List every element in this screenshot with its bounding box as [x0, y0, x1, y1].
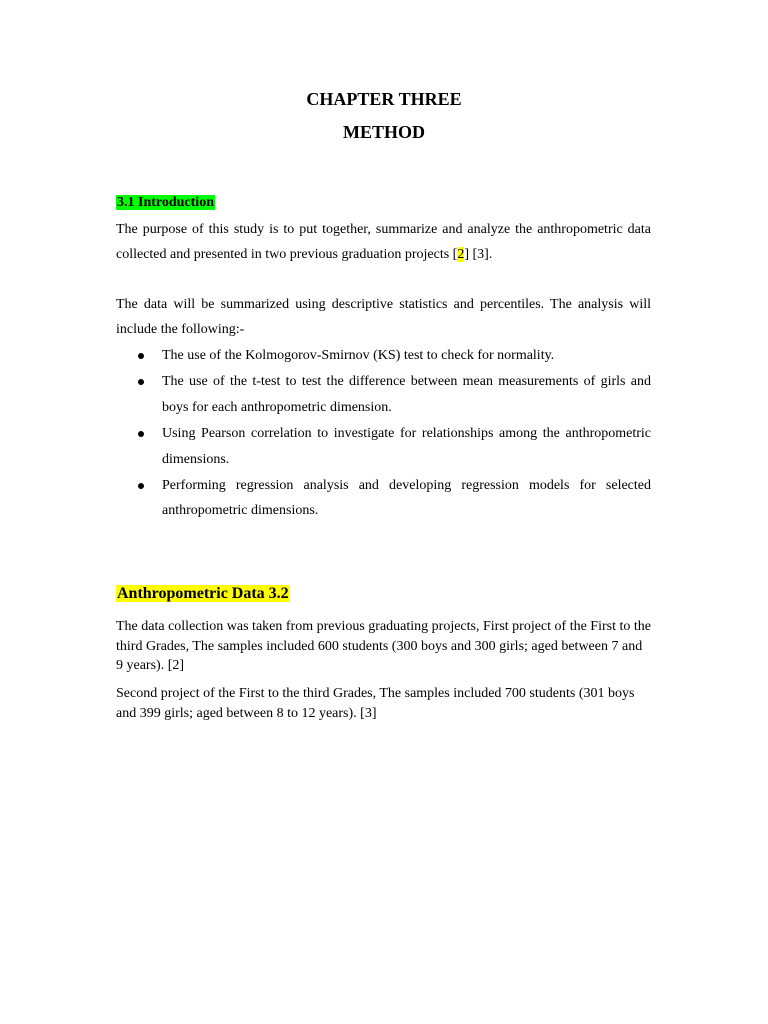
introduction-heading-text: 3.1 Introduction — [117, 195, 214, 210]
bullet-icon — [138, 379, 144, 385]
introduction-paragraph-1 — [116, 217, 651, 268]
anthropometric-data-heading — [116, 585, 290, 603]
bullet-item — [116, 473, 651, 524]
anthropometric-paragraph-2: Second project of the First to the third Grades, The samples included 700 students (301 boys and 399 girls; aged between 8 to 12 years). [3] — [116, 686, 635, 721]
introduction-heading — [116, 195, 215, 211]
chapter-subtitle: METHOD — [342, 122, 425, 142]
bullet-icon — [138, 431, 144, 437]
chapter-title: CHAPTER THREE — [306, 89, 462, 109]
introduction-paragraph-2: The data will be summarized using descriptive statistics and percentiles. The analysis will include the following:- — [116, 297, 651, 338]
bullet-item — [116, 369, 651, 420]
anthropometric-data-heading-text: Anthropometric Data 3.2 — [117, 585, 289, 602]
bullet-item — [116, 343, 651, 368]
bullet-icon — [138, 483, 144, 489]
bullet-text: The use of the Kolmogorov-Smirnov (KS) test to check for normality. — [162, 348, 555, 363]
bullet-text: The use of the t-test to test the difference between mean measurements of girls and boys for each anthropometric dimension. — [162, 374, 651, 415]
intro-p1-text-before: The purpose of this study is to put together, summarize and analyze the anthropometric data collected and presented in two previous graduation projects [ — [116, 222, 651, 263]
bullet-text: Performing regression analysis and developing regression models for selected anthropometric dimensions. — [162, 478, 651, 519]
intro-p1-text-after: ] [3]. — [464, 247, 493, 263]
citation-highlight: 2 — [457, 247, 465, 263]
anthropometric-paragraph-1: The data collection was taken from previous graduating projects, First project of the First to the third Grades, The samples included 600 students (300 boys and 300 girls; aged between 7 and 9 years). [2] — [116, 619, 651, 673]
bullet-icon — [138, 353, 144, 359]
bullet-text: Using Pearson correlation to investigate for relationships among the anthropometric dimensions. — [162, 426, 651, 467]
analysis-bullet-list — [116, 343, 651, 525]
bullet-item — [116, 421, 651, 472]
